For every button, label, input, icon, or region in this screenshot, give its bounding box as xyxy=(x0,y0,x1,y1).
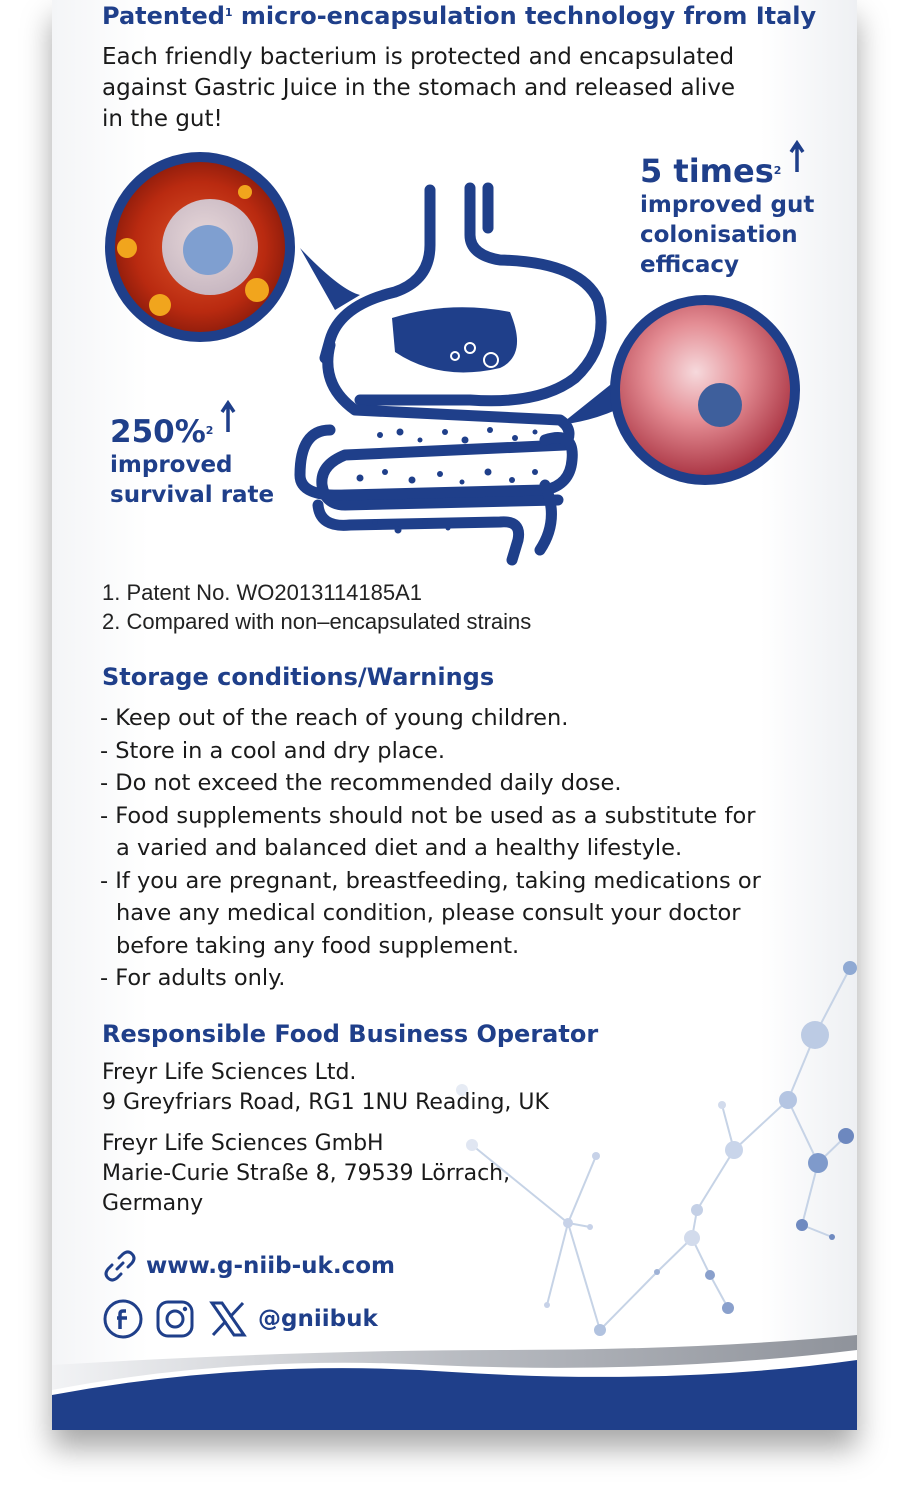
survival-value: 250% xyxy=(110,414,206,450)
arrow-up-icon xyxy=(789,140,805,174)
arrow-up-icon xyxy=(220,400,236,434)
operator-de-address: Freyr Life Sciences GmbH Marie-Curie Straße 8, 79539 Lörrach, Germany xyxy=(102,1131,511,1216)
product-panel xyxy=(52,0,857,1430)
colonisation-value: 5 times xyxy=(640,152,774,190)
warning-item: - For adults only. xyxy=(100,965,286,991)
warning-item: - Keep out of the reach of young children. xyxy=(100,705,569,731)
operator-heading: Responsible Food Business Operator xyxy=(102,1020,599,1048)
footnote-1: 1. Patent No. WO2013114185A1 xyxy=(102,580,423,605)
warnings-list xyxy=(100,702,820,995)
website-row[interactable] xyxy=(102,1248,395,1284)
warning-item: - Food supplements should not be used as a substitute for a varied and balanced diet and a healthy lifestyle. xyxy=(100,802,756,861)
intro-heading: Patented$^1$ micro-encapsulation technology from Italy xyxy=(102,2,817,30)
operator-uk-address: Freyr Life Sciences Ltd. 9 Greyfriars Road, RG1 1NU Reading, UK xyxy=(102,1060,549,1115)
colonisation-stat: 5 times$^2$ improved gut colonisation efficacy xyxy=(640,140,814,280)
warning-item: - Do not exceed the recommended daily dose. xyxy=(100,770,622,796)
link-icon xyxy=(102,1248,138,1284)
storage-heading: Storage conditions/Warnings xyxy=(102,663,495,691)
social-handle[interactable]: @gniibuk xyxy=(258,1306,378,1332)
footnotes xyxy=(102,578,531,636)
bottom-wave-decoration xyxy=(52,1320,857,1430)
intro-body: Each friendly bacterium is protected and encapsulated against Gastric Juice in the stomach and released alive in the gut! xyxy=(102,44,736,132)
warning-item: - Store in a cool and dry place. xyxy=(100,737,445,764)
footnote-2: 2. Compared with non–encapsulated strains xyxy=(102,609,532,634)
warning-item: - If you are pregnant, breastfeeding, taking medications or have any medical condition, please consult your doctor before taking any food supplement. xyxy=(100,867,761,959)
survival-stat: 250%$^2$ improved survival rate xyxy=(110,400,274,510)
website-link[interactable]: www.g-niib-uk.com xyxy=(146,1253,395,1279)
